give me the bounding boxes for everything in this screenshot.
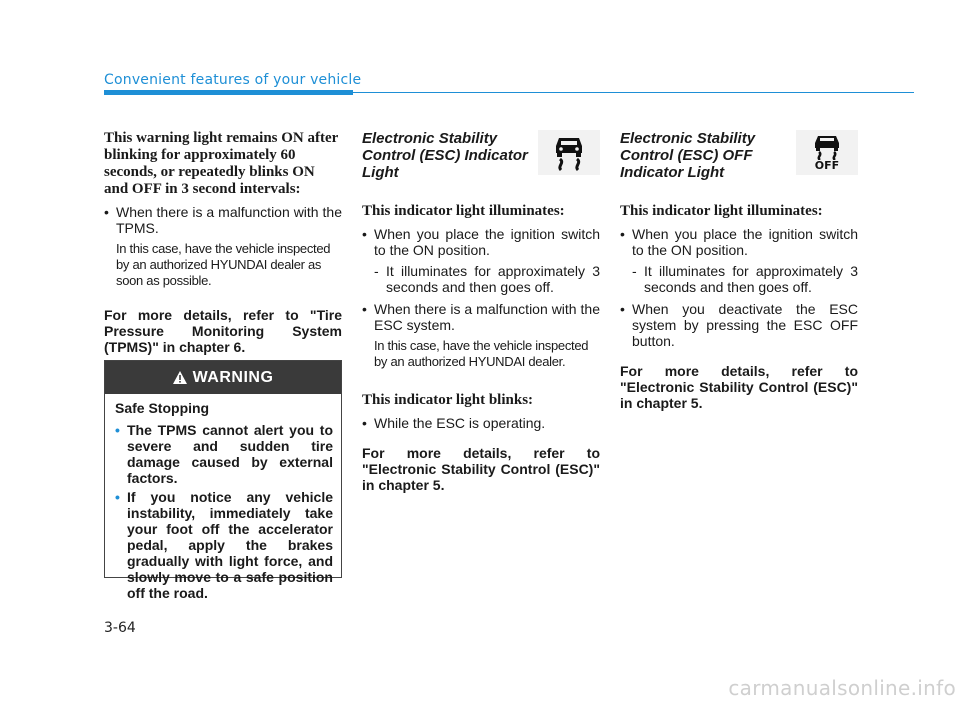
esc-off-icon-text: OFF — [814, 158, 840, 172]
tpms-intro: This warning light remains ON after blinking for approximately 60 seconds, or repeatedly blinks ON and OFF in 3 second intervals: — [104, 130, 339, 197]
esc-title: Electronic Stability Control (ESC) Indicator Light — [362, 130, 528, 181]
watermark: carmanualsonline.info — [728, 676, 956, 700]
esc-bullet: • When you place the ignition switch to the ON position. — [362, 226, 600, 258]
esc-off-icon — [812, 134, 842, 160]
esc-off-title: Electronic Stability Control (ESC) OFF Indicator Light — [620, 130, 756, 181]
esc-off-reference — [620, 363, 858, 411]
esc-bullet: • When there is a malfunction with the ESC system. — [362, 301, 600, 333]
esc-off-sub-illuminates: This indicator light illuminates: — [620, 203, 823, 219]
esc-icon-box — [538, 130, 600, 175]
tpms-note: In this case, have the vehicle inspected by an authorized HYUNDAI dealer as soon as possible. — [116, 241, 331, 288]
ref-bold: Electronic Stability Control (ESC) — [626, 379, 852, 395]
esc-sub-illuminates: This indicator light illuminates: — [362, 203, 565, 219]
ref-suffix: " in chapter 5. — [362, 461, 600, 493]
warning-box — [104, 360, 342, 601]
esc-off-section-head — [620, 130, 858, 181]
tpms-bullet: • When there is a malfunction with the TPMS. — [104, 204, 342, 236]
esc-reference — [362, 445, 600, 493]
warning-header — [105, 361, 341, 394]
esc-sub-blinks: This indicator light blinks: — [362, 392, 534, 408]
ref-suffix: " in chapter 5. — [620, 379, 858, 411]
bullet-dot-icon: • — [115, 422, 120, 438]
esc-off-dash: - It illuminates for approximately 3 seconds and then goes off. — [620, 263, 858, 295]
esc-skid-icon — [552, 134, 586, 172]
warning-title: Safe Stopping — [115, 400, 210, 416]
page-number: 3-64 — [104, 620, 136, 636]
ref-prefix: For more details, refer to " — [620, 363, 858, 395]
esc-off-bullet: • When you place the ignition switch to the ON position. — [620, 226, 858, 258]
warning-triangle-icon — [173, 371, 187, 384]
esc-off-icon-box — [796, 130, 858, 175]
esc-section-head — [362, 130, 600, 181]
bullet-dot-icon: • — [115, 489, 120, 505]
ref-prefix: For more details, refer to " — [362, 445, 600, 477]
warning-body — [105, 394, 341, 601]
warning-item-text: The TPMS cannot alert you to severe and sudden tire damage caused by external factors. — [127, 422, 333, 486]
column-esc — [362, 130, 600, 493]
esc-bullet: • While the ESC is operating. — [362, 415, 600, 431]
warning-item — [115, 489, 333, 601]
warning-item — [115, 422, 333, 486]
column-esc-off — [620, 130, 858, 411]
warning-item-text: If you notice any vehicle instability, immediately take your foot off the accelerator pedal, apply the brakes gradually with light force, and slowly move to a safe position off the road. — [127, 489, 333, 601]
tpms-reference: For more details, refer to "Tire Pressure Monitoring System (TPMS)" in chapter 6. — [104, 307, 342, 355]
header-bar-thin — [353, 92, 914, 93]
ref-bold: Electronic Stability Control (ESC) — [368, 461, 594, 477]
header-bar-thick — [104, 90, 353, 95]
column-tpms — [104, 130, 342, 355]
esc-off-bullet: • When you deactivate the ESC system by pressing the ESC OFF button. — [620, 301, 858, 349]
esc-dash: - It illuminates for approximately 3 seconds and then goes off. — [362, 263, 600, 295]
warning-label: WARNING — [192, 368, 274, 386]
header-title: Convenient features of your vehicle — [104, 72, 362, 88]
esc-note: In this case, have the vehicle inspected by an authorized HYUNDAI dealer. — [374, 338, 589, 369]
